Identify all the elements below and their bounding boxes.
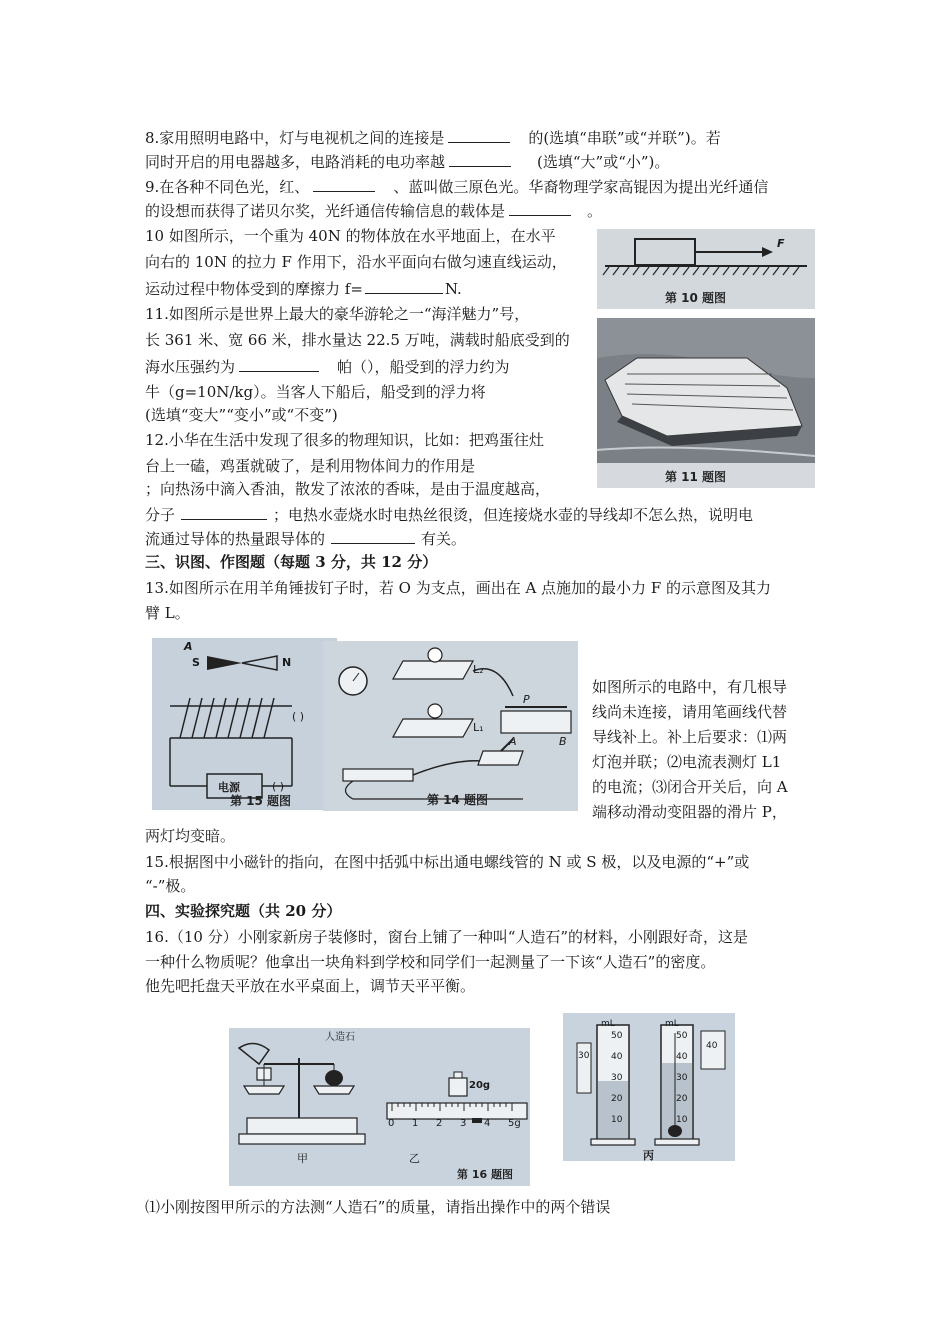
q10-blank[interactable] xyxy=(365,277,443,294)
q14-line7: 两灯均变暗。 xyxy=(145,827,236,845)
q8-text-d: (选填“大”或“小”)。 xyxy=(537,153,670,171)
q12-text-b: ；电热水壶烧水时电热丝很烫，但连接烧水壶的导线却不怎么热，说明电 xyxy=(273,506,754,524)
q11-text-a: 海水压强约为 xyxy=(145,358,236,376)
q9-text-c: 的设想而获得了诺贝尔奖，光纤通信传输信息的载体是 xyxy=(145,202,506,220)
q10-line3 xyxy=(145,277,587,300)
q15-line1: 15.根据图中小磁针的指向，在图中括弧中标出通电螺线管的 N 或 S 极，以及电源的“+”或 xyxy=(145,853,750,871)
cylinder-1-unit: mL xyxy=(601,1019,615,1029)
q8-line1 xyxy=(145,126,721,149)
ruler-scale xyxy=(387,1118,527,1132)
q11-line2: 长 361 米、宽 66 米，排水量达 22.5 万吨，满载时船底受到的 xyxy=(145,331,570,349)
figure-10 xyxy=(597,229,815,309)
q11-line1: 11.如图所示是世界上最大的豪华游轮之一“海洋魅力”号， xyxy=(145,305,530,323)
scale-tick-4: 4 xyxy=(484,1118,491,1129)
q9-text-a: 9.在各种不同色光，红、 xyxy=(145,178,310,196)
zoom-30-label: 30 xyxy=(578,1051,590,1061)
cyl1-tick-20: 20 xyxy=(611,1094,623,1104)
ship-image xyxy=(597,318,815,488)
q14-line3: 导线补上。补上后要求：⑴两 xyxy=(592,728,788,746)
scale-tick-3: 3 xyxy=(460,1118,467,1129)
figure-15 xyxy=(152,638,337,810)
q9-line2 xyxy=(145,199,602,222)
needle-n-label: N xyxy=(282,656,292,669)
cyl1-tick-30: 30 xyxy=(611,1073,623,1083)
figure-15-caption: 第 15 题图 xyxy=(230,794,292,808)
q9-blank-2[interactable] xyxy=(509,199,571,216)
cyl2-tick-40: 40 xyxy=(676,1052,688,1062)
q11-blank-1[interactable] xyxy=(239,355,319,372)
end-b-label: B xyxy=(559,735,567,748)
q14-line4: 灯泡并联；⑵电流表测灯 L1 xyxy=(592,753,782,771)
q14-line5: 的电流；⑶闭合开关后，向 A xyxy=(592,778,788,796)
figure-jia-label: 甲 xyxy=(297,1152,308,1165)
force-f-label: F xyxy=(777,237,785,250)
figure-11 xyxy=(597,318,815,488)
q13-line1: 13.如图所示在用羊角锤拔钉子时，若 O 为支点，画出在 A 点施加的最小力 F 的示意图及其力 xyxy=(145,579,772,597)
power-pole-bracket[interactable]: ( ) xyxy=(272,780,285,793)
q11-text-b: 帕（），船受到的浮力约为 xyxy=(337,358,510,376)
corner-a-label: A xyxy=(184,640,193,653)
q12-line3: ；向热汤中滴入香油，散发了浓浓的香味，是由于温度越高， xyxy=(145,480,551,498)
q11-line4: 牛（g=10N/kg）。当客人下船后，船受到的浮力将 xyxy=(145,383,486,401)
solenoid-pole-bracket[interactable]: ( ) xyxy=(292,710,305,723)
q9-line1 xyxy=(145,175,768,198)
zoom-40-label: 40 xyxy=(706,1041,718,1051)
cyl1-tick-50: 50 xyxy=(611,1031,623,1041)
q11-line3 xyxy=(145,355,587,378)
end-a-label: A xyxy=(509,735,517,748)
scale-tick-1: 1 xyxy=(412,1118,419,1129)
lamp-l2-label: L₂ xyxy=(473,663,484,676)
q9-text-d: 。 xyxy=(587,202,603,220)
q10-line2: 向右的 10N 的拉力 F 作用下，沿水平面向右做匀速直线运动， xyxy=(145,253,567,271)
q9-text-b: 、蓝叫做三原色光。华裔物理学家高锟因为提出光纤通信 xyxy=(393,178,769,196)
q12-text-a: 分子 xyxy=(145,506,176,524)
lamp-l1-label: L₁ xyxy=(473,721,484,734)
cyl2-tick-20: 20 xyxy=(676,1094,688,1104)
circuit-drawing xyxy=(323,641,578,811)
q16-sub1: ⑴小刚按图甲所示的方法测“人造石”的质量，请指出操作中的两个错误 xyxy=(145,1198,611,1216)
power-source-label: 电源 xyxy=(218,781,240,794)
q12-line4 xyxy=(145,503,753,526)
q14-text xyxy=(592,675,817,825)
cylinders-drawing xyxy=(563,1013,735,1161)
q8-text-b: 的(选填“串联”或“并联”)。若 xyxy=(528,129,721,147)
q12-blank-1[interactable] xyxy=(181,503,267,520)
q16-line1: 16.（10 分）小刚家新房子装修时，窗台上铺了一种叫“人造石”的材料，小刚跟好奇，这是 xyxy=(145,928,749,946)
q12-blank-2[interactable] xyxy=(331,527,415,544)
q12-line5 xyxy=(145,527,466,550)
figure-16-caption: 第 16 题图 xyxy=(457,1168,513,1181)
needle-s-label: S xyxy=(192,656,200,669)
section-4-heading: 四、实验探究题（共 20 分） xyxy=(145,902,342,920)
slider-p-label: P xyxy=(523,693,530,706)
q14-line6: 端移动滑动变阻器的滑片 P， xyxy=(592,803,787,821)
q12-line1: 12.小华在生活中发现了很多的物理知识，比如：把鸡蛋往灶 xyxy=(145,431,544,449)
q8-blank-2[interactable] xyxy=(449,150,511,167)
figure-14-caption: 第 14 题图 xyxy=(427,793,489,807)
q10-line1: 10 如图所示，一个重为 40N 的物体放在水平地面上，在水平 xyxy=(145,227,556,245)
balance-drawing xyxy=(229,1028,530,1186)
cyl2-tick-50: 50 xyxy=(676,1031,688,1041)
q11-line5: (选填“变大”“变小”或“不变”) xyxy=(145,406,338,424)
q14-line1: 如图所示的电路中，有几根导 xyxy=(592,678,788,696)
scale-tick-2: 2 xyxy=(436,1118,443,1129)
q16-line2: 一种什么物质呢？他拿出一块角料到学校和同学们一起测量了一下该“人造石”的密度。 xyxy=(145,953,716,971)
q8-text-c: 同时开启的用电器越多，电路消耗的电功率越 xyxy=(145,153,446,171)
cyl2-tick-30: 30 xyxy=(676,1073,688,1083)
q10-text-a: 运动过程中物体受到的摩擦力 f= xyxy=(145,280,363,298)
q8-line2 xyxy=(145,150,669,173)
cyl1-tick-10: 10 xyxy=(611,1115,623,1125)
q16-line3: 他先吧托盘天平放在水平桌面上，调节天平平衡。 xyxy=(145,977,476,995)
figure-16-balance xyxy=(229,1028,530,1186)
q15-line2: “-”极。 xyxy=(145,877,196,895)
scale-tick-5g: 5g xyxy=(508,1118,521,1129)
q13-line2: 臂 L。 xyxy=(145,604,190,622)
solenoid-drawing xyxy=(152,638,337,810)
artificial-stone-label: 人造石 xyxy=(325,1032,355,1043)
q8-text-a: 8.家用照明电路中，灯与电视机之间的连接是 xyxy=(145,129,445,147)
cyl2-tick-10: 10 xyxy=(676,1115,688,1125)
q8-blank-1[interactable] xyxy=(448,126,510,143)
cylinder-2-unit: mL xyxy=(665,1019,679,1029)
cylinder-2-scale xyxy=(676,1031,694,1141)
figure-yi-label: 乙 xyxy=(409,1152,420,1165)
figure-bing-label: 丙 xyxy=(643,1149,654,1161)
figure-11-caption: 第 11 题图 xyxy=(665,470,727,484)
q12-text-d: 有关。 xyxy=(421,530,467,548)
section-3-heading: 三、识图、作图题（每题 3 分，共 12 分） xyxy=(145,553,438,571)
cyl1-tick-40: 40 xyxy=(611,1052,623,1062)
q10-text-b: N. xyxy=(444,280,462,298)
weight-20g-label: 20g xyxy=(469,1080,491,1091)
figure-14 xyxy=(323,641,578,811)
q9-blank-1[interactable] xyxy=(313,175,375,192)
q14-line2: 线尚未连接，请用笔画线代替 xyxy=(592,703,788,721)
cylinder-1-scale xyxy=(611,1031,629,1141)
q12-line2: 台上一磕，鸡蛋就破了，是利用物体间力的作用是 xyxy=(145,457,476,475)
figure-16-cylinders xyxy=(563,1013,735,1161)
scale-tick-0: 0 xyxy=(388,1118,395,1129)
figure-10-caption: 第 10 题图 xyxy=(665,291,727,305)
q12-text-c: 流通过导体的热量跟导体的 xyxy=(145,530,326,548)
